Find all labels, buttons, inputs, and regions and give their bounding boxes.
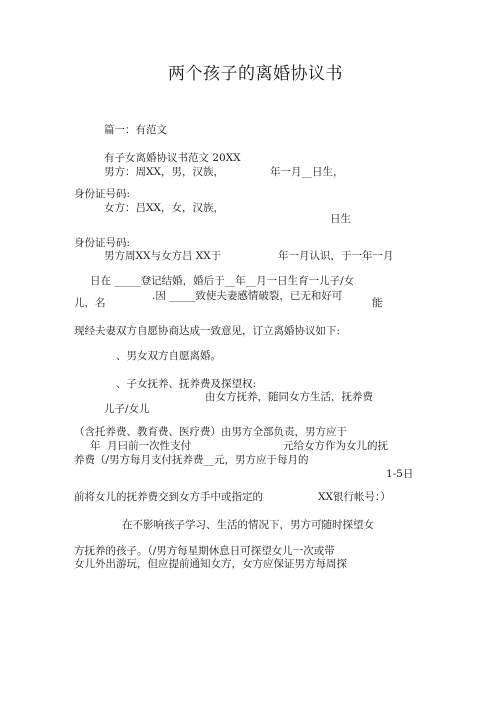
section-heading: 篇一：有范文 <box>104 124 167 136</box>
clause-1: 、男女双方自愿离婚。 <box>116 350 221 362</box>
paragraph-line: .因 _____致使夫妻感情破裂，已无和好可 <box>152 290 343 302</box>
paragraph-line: （含托养费、教育费、医疗费）由男方全部负责，男方应于 <box>74 426 347 438</box>
paragraph-line: 儿子/女儿 <box>104 403 150 415</box>
paragraph-line: 在不影响孩子学习、生活的情况下，男方可随时探望女 <box>122 519 374 531</box>
paragraph-line: 儿，名 <box>74 297 106 309</box>
wife-birth: 日生 <box>330 213 351 225</box>
husband-id-label: 身份证号码: <box>74 188 131 200</box>
husband-birth: 年一月__日生， <box>270 166 344 178</box>
clause-2: 、子女抚养、抚养费及探望权: <box>116 378 257 390</box>
paragraph-line: 元给女方作为女儿的抚 <box>283 440 388 452</box>
paragraph-line: XX银行帐号：） <box>318 491 391 503</box>
paragraph-line: 前将女儿的抚养费交到女方手中或指定的 <box>74 491 263 503</box>
wife-id-label: 身份证号码: <box>74 237 131 249</box>
wife-info: 女方：吕XX，女，汉族， <box>104 202 224 214</box>
paragraph-line: 年一月认识，于一年一月 <box>278 250 394 262</box>
husband-info: 男方：周XX，男，汉族， <box>104 166 224 178</box>
paragraph-line: 年 月曰前一次性支付 <box>90 440 192 452</box>
paragraph-line: 1-5日 <box>386 468 414 480</box>
paragraph-line: 女儿外出游玩，但应提前通知女方，女方应保证男方每周探 <box>74 558 347 570</box>
paragraph-line: 日在 _____登记结婚，婚后于__年__月一日生育一儿子/女 <box>90 275 355 287</box>
paragraph-line: 男方周XX与女方吕 XX于 <box>104 250 222 262</box>
paragraph-line: 养费（/男方每月支付抚养费__元，男方应于每月的 <box>74 454 309 466</box>
paragraph-line: 能 <box>372 297 383 309</box>
doc-subtitle: 有子女离婚协议书范文 20XX <box>104 152 241 164</box>
paragraph-line: 由女方抚养，随同女方生活，抚养费 <box>205 391 373 403</box>
paragraph-line: 现经夫妻双方自愿协商达成一致意见，订立离婚协议如下: <box>74 325 341 337</box>
document-title: 两个孩子的离婚协议书 <box>168 64 343 84</box>
paragraph-line: 方抚养的孩子。（/男方每星期休息日可探望女儿一次或带 <box>74 545 335 557</box>
